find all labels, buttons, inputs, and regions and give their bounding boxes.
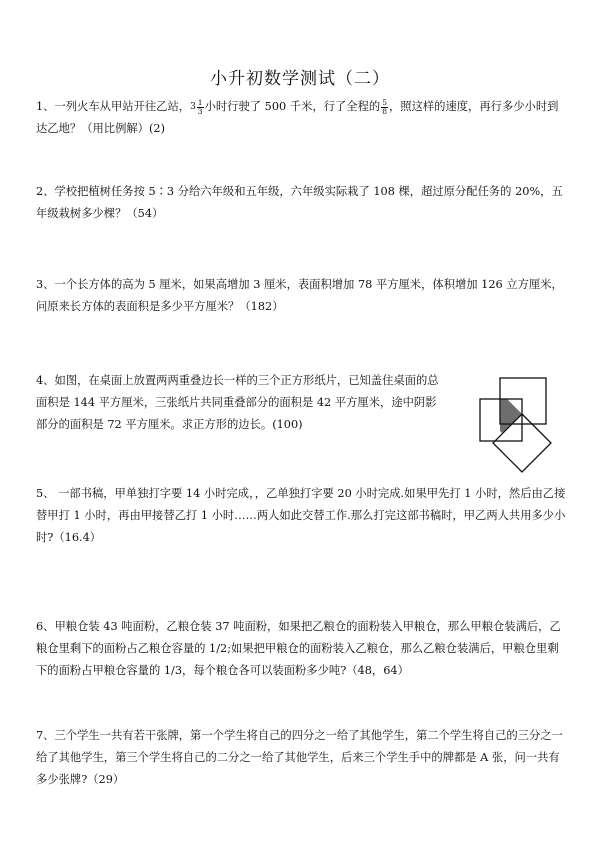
mixed-number-whole: 3: [190, 102, 196, 112]
problem-3: 3、一个长方体的高为 5 厘米，如果高增加 3 厘米，表面积增加 78 平方厘米，体积增加 126 立方厘米，问原来长方体的表面积是多少平方厘米？（182）: [36, 278, 563, 313]
problem-1-text-c: ，照这样的速度，再行多少小时到达乙地？（用比例解）(2): [36, 100, 559, 135]
fraction-numerator: 5: [382, 97, 387, 107]
problem-1-text-a: 1、一列火车从甲站开往乙站，: [36, 100, 191, 113]
fraction-denominator: 8: [382, 106, 387, 116]
overlapping-squares-figure: [466, 374, 562, 484]
problem-2: 2、学校把植树任务按 5∶3 分给六年级和五年级，六年级实际栽了 108 棵，超过原分配任务的 20%，五年级栽树多少棵？（54）: [36, 185, 563, 220]
page-title: 小升初数学测试（二）: [210, 69, 390, 89]
problem-1: [36, 96, 566, 140]
problem-5: 5、 一部书稿，甲单独打字要 14 小时完成，，乙单独打字要 20 小时完成.如果甲先打 1 小时，然后由乙接替甲打 1 小时，再由甲接替乙打 1 小时……两人如此交替工作.那么打完这部书稿时，甲乙两人共用多少小时?（16.4）: [36, 487, 566, 544]
fraction-denominator: 3: [197, 106, 203, 116]
problem-6: 6、甲粮仓装 43 吨面粉，乙粮仓装 37 吨面粉，如果把乙粮仓的面粉装入甲粮仓，那么甲粮仓装满后，乙粮仓里剩下的面粉占乙粮仓容量的 1/2;如果把甲粮仓的面粉装入乙粮仓，那么乙粮仓装满后，甲粮仓里剩下的面粉占甲粮仓容量的 1/3，每个粮仓各可以装面粉多少吨?（48，64）: [36, 620, 561, 677]
fraction-numerator: 1: [197, 97, 203, 107]
problem-1-text-b: 小时行驶了 500 千米，行了全程的: [204, 100, 381, 113]
shaded-overlap-region: [500, 399, 522, 433]
mixed-number-fraction: [197, 99, 204, 116]
fraction-five-eighths: [381, 99, 388, 116]
problem-7: 7、三个学生一共有若干张牌，第一个学生将自己的四分之一给了其他学生，第二个学生将自己的三分之一给了其他学生，第三个学生将自己的二分之一给了其他学生，后来三个学生手中的牌都是 A 张，问一共有多少张牌?（29）: [36, 729, 563, 786]
problem-4: 4、如图，在桌面上放置两两重叠边长一样的三个正方形纸片，已知盖住桌面的总面积是 144 平方厘米，三张纸片共同重叠部分的面积是 42 平方厘米，途中阴影部分的面积是 72 平方厘米。求正方形的边长。(100): [36, 374, 439, 431]
